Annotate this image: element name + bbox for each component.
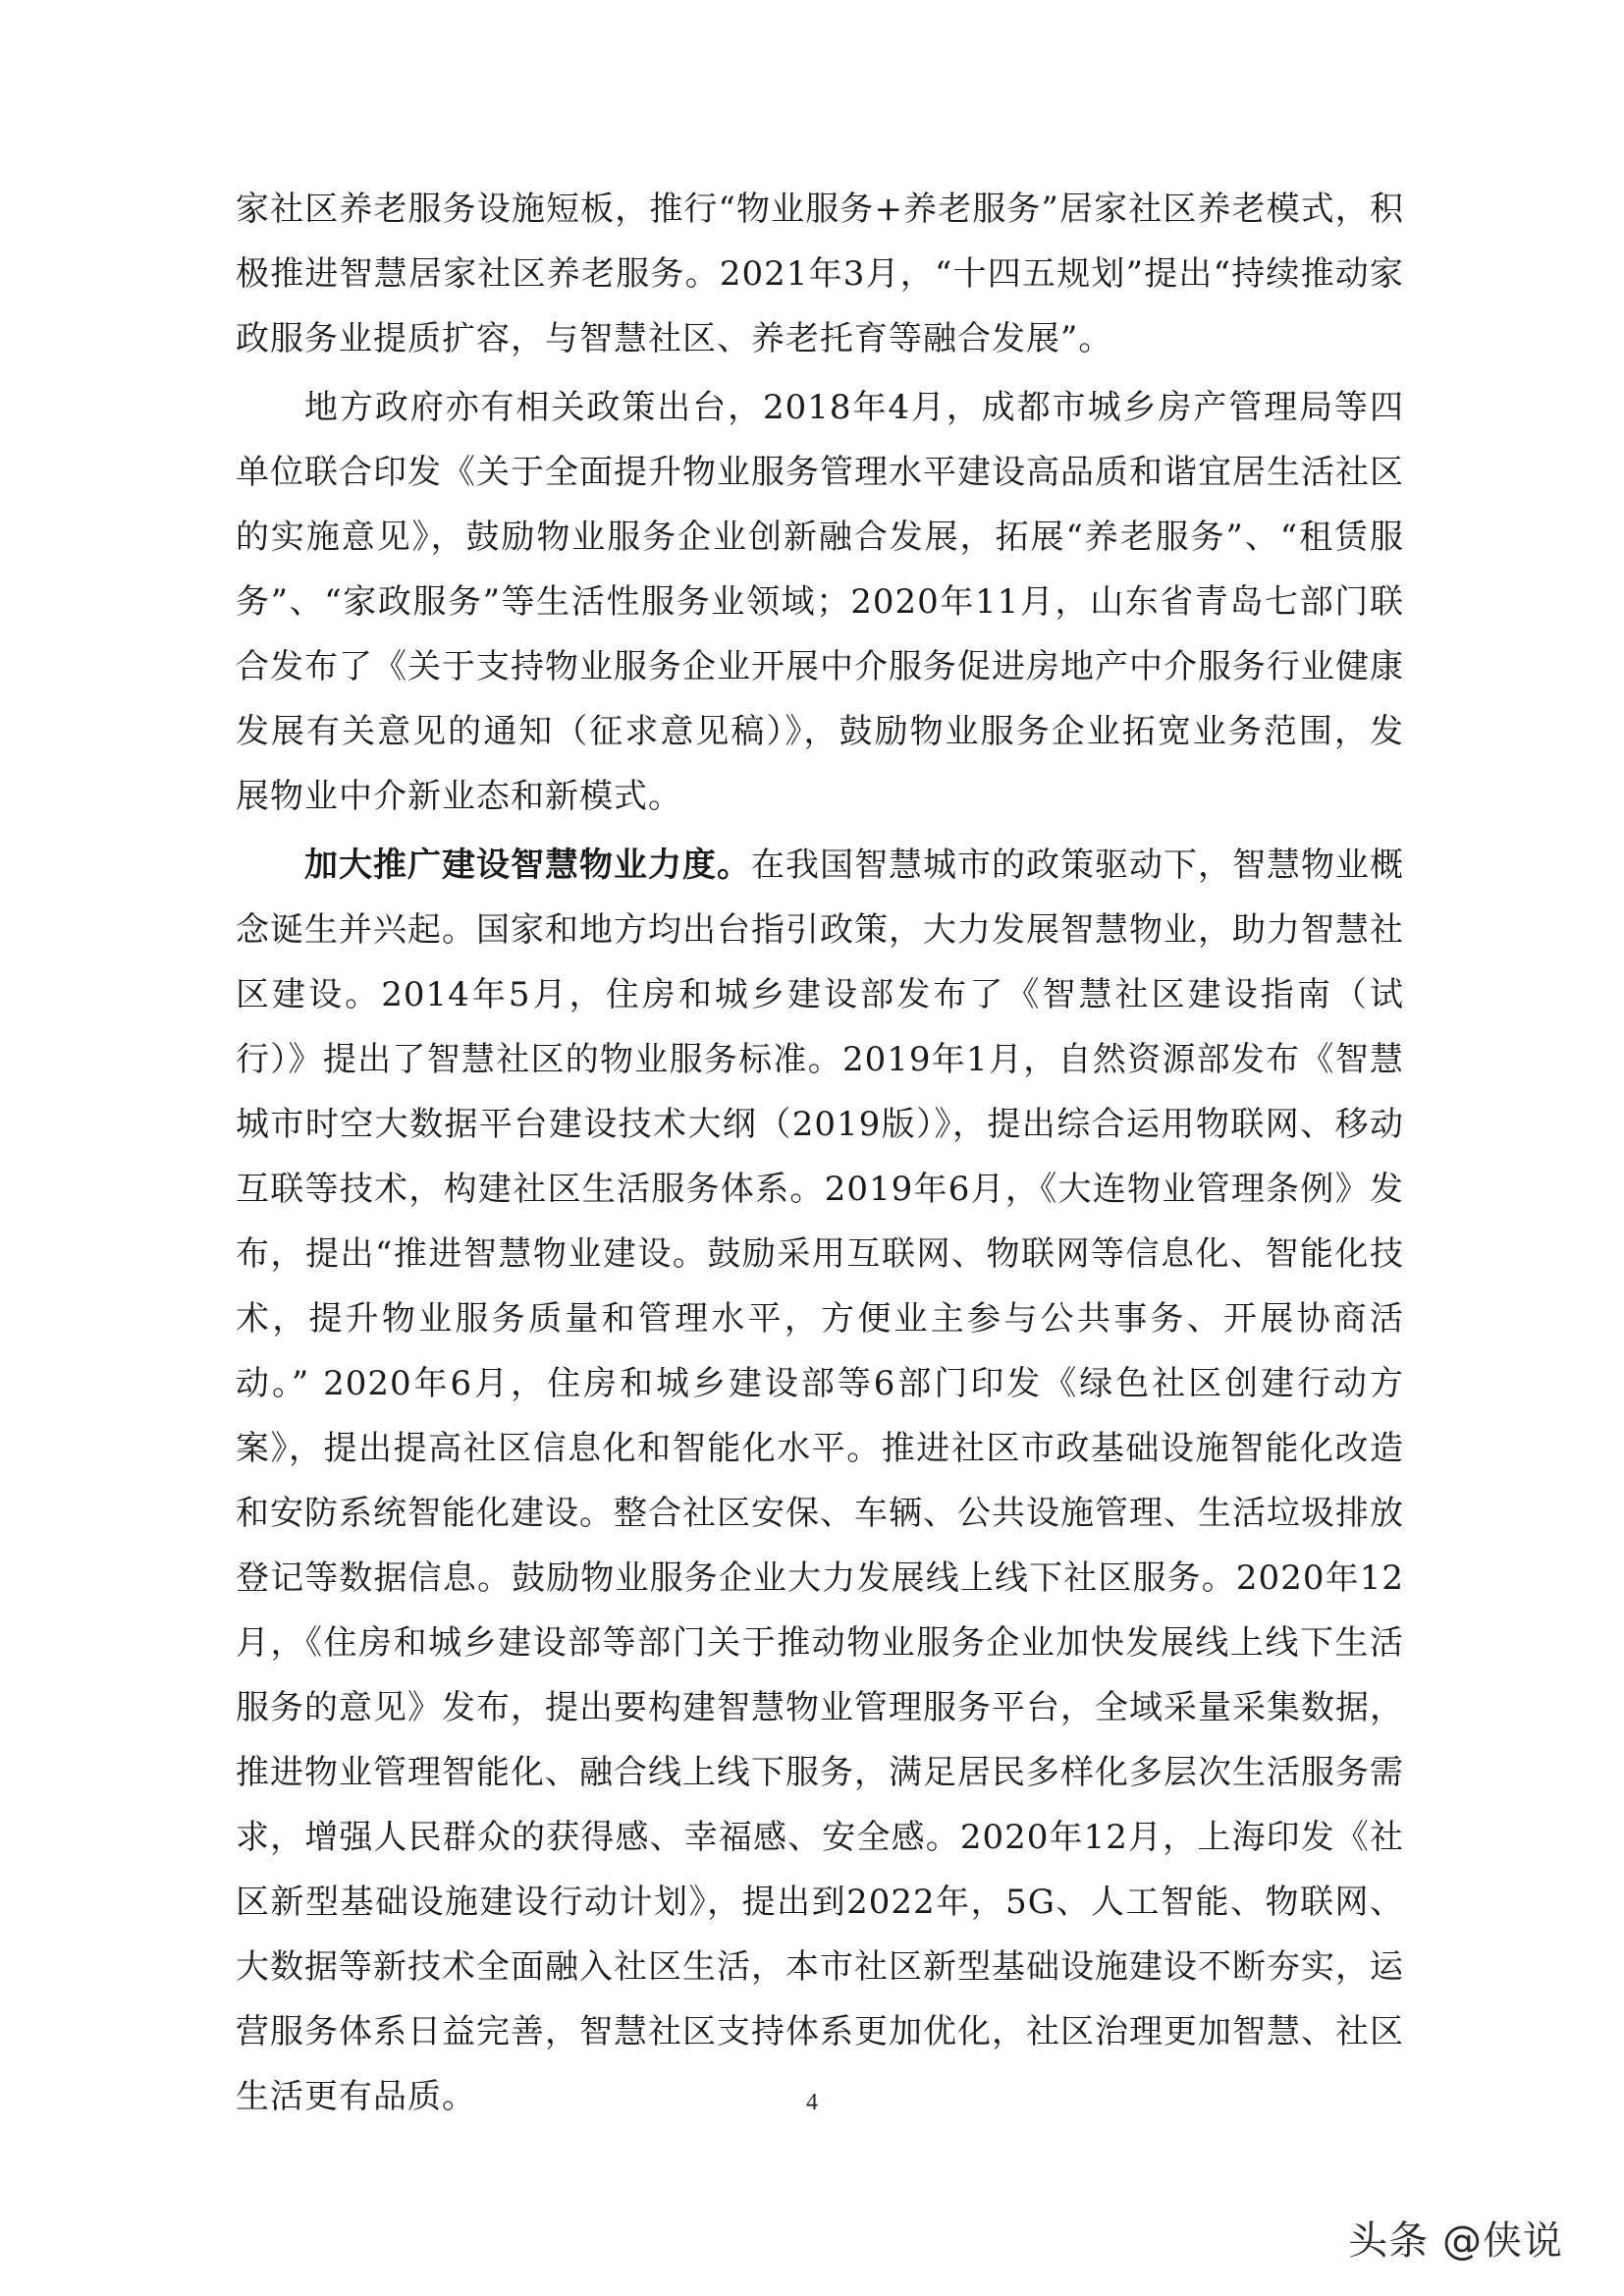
document-body [236,177,1404,2133]
paragraph-text: 地方政府亦有相关政策出台，2018年4月，成都市城乡房产管理局等四单位联合印发《关于全面提升物业服务管理水平建设高品质和谐宜居生活社区的实施意见》，鼓励物业服务企业创新融合发展，拓展“养老服务”、“租赁服务”、“家政服务”等生活性服务业领域；2020年11月，山东省青岛七部门联合发布了《关于支持物业服务企业开展中介服务促进房地产中介服务行业健康发展有关意见的通知（征求意见稿）》，鼓励物业服务企业拓宽业务范围，发展物业中介新业态和新模式。 [236,388,1404,816]
paragraph-1 [236,177,1404,371]
watermark-text: 头条 @侠说 [1348,2218,1563,2264]
page-number: 4 [806,2090,818,2115]
paragraph-2 [236,375,1404,829]
paragraph-text: 在我国智慧城市的政策驱动下，智慧物业概念诞生并兴起。国家和地方均出台指引政策，大力发展智慧物业，助力智慧社区建设。2014年5月，住房和城乡建设部发布了《智慧社区建设指南（试行）》提出了智慧社区的物业服务标准。2019年1月，自然资源部发布《智慧城市时空大数据平台建设技术大纲（2019版）》，提出综合运用物联网、移动互联等技术，构建社区生活服务体系。2019年6月，《大连物业管理条例》发布，提出“推进智慧物业建设。鼓励采用互联网、物联网等信息化、智能化技术，提升物业服务质量和管理水平，方便业主参与公共事务、开展协商活动。” 2020年6月，住房和城乡建设部等6部门印发《绿色社区创建行动方案》，提出提高社区信息化和智能化水平。推进社区市政基础设施智能化改造和安防系统智能化建设。整合社区安保、车辆、公共设施管理、生活垃圾排放登记等数据信息。鼓励物业服务企业大力发展线上线下社区服务。2020年12月，《住房和城乡建设部等部门关于推动物业服务企业加快发展线上线下生活服务的意见》发布，提出要构建智慧物业管理服务平台，全域采量采集数据，推进物业管理智能化、融合线上线下服务，满足居民多样化多层次生活服务需求，增强人民群众的获得感、幸福感、安全感。2020年12月，上海印发《社区新型基础设施建设行动计划》，提出到2022年，5G、人工智能、物联网、大数据等新技术全面融入社区生活，本市社区新型基础设施建设不断夯实，运营服务体系日益完善，智慧社区支持体系更加优化，社区治理更加智慧、社区生活更有品质。 [236,846,1404,2116]
paragraph-3 [236,833,1404,2129]
paragraph-lead-bold: 加大推广建设智慧物业力度。 [304,846,751,885]
paragraph-text: 家社区养老服务设施短板，推行“物业服务+养老服务”居家社区养老模式，积极推进智慧居家社区养老服务。2021年3月，“十四五规划”提出“持续推动家政服务业提质扩容，与智慧社区、养老托育等融合发展”。 [236,190,1404,358]
